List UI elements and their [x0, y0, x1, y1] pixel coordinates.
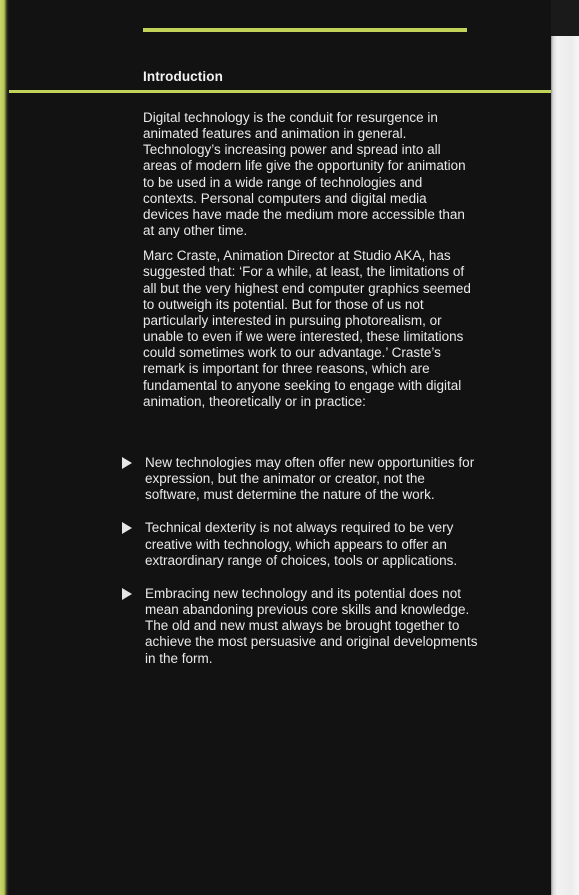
body-text — [143, 110, 473, 419]
triangle-right-icon — [122, 522, 132, 534]
bullet-text: New technologies may often offer new opportunities for expression, but the animator or creator, not the software, must determine the nature of the work. — [145, 455, 475, 503]
top-accent-rule — [143, 28, 467, 32]
heading-accent-rule — [9, 90, 551, 93]
page-edge-top — [551, 0, 579, 36]
left-accent-strip — [0, 0, 9, 895]
triangle-right-icon — [122, 457, 132, 469]
bullet-item — [118, 520, 478, 568]
page-edge — [551, 36, 579, 895]
paragraph: Digital technology is the conduit for resurgence in animated features and animation in general. Technology’s increasing power and spread into all areas of modern life give the opportunity for animation to be used in a wide range of technologies and contexts. Personal computers and digital media devices have made the medium more accessible than at any other time. — [143, 110, 466, 239]
bullet-item — [118, 586, 478, 667]
paragraph: Marc Craste, Animation Director at Studio AKA, has suggested that: ‘For a while, at least, the limitations of all but the very highest end computer graphics seemed to outweigh its potential. But for those of us not particularly interested in pursuing photorealism, or unable to even if we were interested, these limitations could sometimes work to our advantage.’ Craste’s remark is important for three reasons, which are fundamental to anyone seeking to engage with digital animation, theoretically or in practice: — [143, 248, 471, 409]
bullet-text: Technical dexterity is not always required to be very creative with technology, which appears to offer an extraordinary range of choices, tools or applications. — [145, 520, 458, 568]
section-heading: Introduction — [143, 69, 223, 84]
bullet-list — [118, 455, 478, 684]
bullet-text: Embracing new technology and its potential does not mean abandoning previous core skills and knowledge. The old and new must always be brought together to achieve the most persuasive and original developments in the form. — [145, 585, 478, 666]
bullet-item — [118, 455, 478, 503]
triangle-right-icon — [122, 588, 132, 600]
